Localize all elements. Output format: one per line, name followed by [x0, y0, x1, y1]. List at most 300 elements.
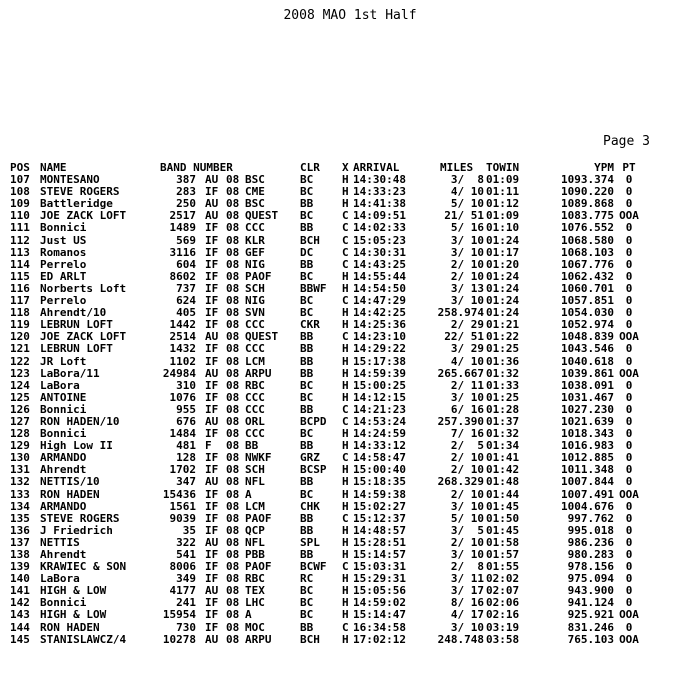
cell-name: LaBora	[40, 378, 80, 392]
cell-arrival: 15:05:56	[353, 584, 406, 598]
cell-pt: 0	[625, 185, 633, 199]
cell-country: IF	[205, 233, 219, 247]
cell-miles: 2/ 8	[444, 560, 484, 574]
cell-pos: 120	[10, 330, 30, 344]
cell-arrival: 15:18:35	[353, 475, 406, 489]
cell-miles: 3/ 8	[444, 173, 484, 187]
cell-pos: 115	[10, 269, 30, 283]
cell-club: CCC	[245, 427, 265, 441]
cell-pos: 123	[10, 366, 30, 380]
cell-x: H	[342, 306, 349, 320]
cell-country: IF	[205, 390, 219, 404]
cell-towin: 02:06	[486, 596, 520, 610]
cell-arrival: 14:41:38	[353, 197, 406, 211]
cell-pos: 110	[10, 209, 30, 223]
cell-band: 1076	[169, 390, 196, 404]
cell-x: H	[342, 487, 349, 501]
cell-country: IF	[205, 620, 219, 634]
cell-pos: 112	[10, 233, 30, 247]
cell-country: AU	[205, 535, 219, 549]
cell-year: 08	[226, 366, 240, 380]
cell-towin: 01:20	[486, 257, 520, 271]
cell-year: 08	[226, 402, 240, 416]
cell-pos: 142	[10, 596, 30, 610]
cell-clr: BB	[300, 439, 314, 453]
cell-club: RBC	[245, 572, 265, 586]
cell-band: 1432	[169, 342, 196, 356]
cell-clr: GRZ	[300, 451, 320, 465]
cell-pos: 111	[10, 221, 30, 235]
cell-clr: BCPD	[300, 414, 327, 428]
cell-name: LEBRUN LOFT	[40, 342, 113, 356]
cell-pos: 114	[10, 257, 30, 271]
cell-pos: 119	[10, 318, 30, 332]
cell-x: H	[342, 523, 349, 537]
cell-year: 08	[226, 281, 240, 295]
cell-miles: 4/ 10	[444, 354, 484, 368]
cell-band: 349	[176, 572, 196, 586]
cell-ypm: 943.900	[567, 584, 614, 598]
cell-clr: BC	[300, 390, 314, 404]
cell-club: BSC	[245, 173, 265, 187]
cell-clr: BB	[300, 197, 314, 211]
cell-miles: 3/ 29	[444, 342, 484, 356]
cell-x: H	[342, 475, 349, 489]
cell-name: ARMANDO	[40, 451, 87, 465]
cell-year: 08	[226, 233, 240, 247]
cell-x: H	[342, 584, 349, 598]
table-row	[10, 609, 690, 621]
cell-towin: 01:41	[486, 451, 520, 465]
cell-miles: 3/ 10	[444, 499, 484, 513]
cell-pos: 129	[10, 439, 30, 453]
cell-pt: 0	[625, 294, 633, 308]
cell-x: H	[342, 439, 349, 453]
cell-towin: 01:32	[486, 427, 520, 441]
cell-miles: 3/ 17	[444, 584, 484, 598]
cell-club: LCM	[245, 354, 265, 368]
cell-pt: 0	[625, 523, 633, 537]
cell-pt: 0	[625, 439, 633, 453]
cell-x: H	[342, 596, 349, 610]
cell-arrival: 14:25:36	[353, 318, 406, 332]
cell-pt: 0	[625, 535, 633, 549]
cell-name: LaBora	[40, 572, 80, 586]
cell-clr: BB	[300, 221, 314, 235]
cell-club: KLR	[245, 233, 265, 247]
cell-towin: 01:34	[486, 439, 520, 453]
cell-arrival: 15:00:40	[353, 463, 406, 477]
cell-band: 387	[176, 173, 196, 187]
cell-ypm: 1007.844	[561, 475, 614, 489]
cell-x: H	[342, 173, 349, 187]
cell-towin: 01:24	[486, 294, 520, 308]
cell-miles: 3/ 10	[444, 294, 484, 308]
cell-miles: 3/ 10	[444, 620, 484, 634]
cell-pt: 0	[625, 560, 633, 574]
cell-x: H	[342, 354, 349, 368]
cell-club: CCC	[245, 402, 265, 416]
cell-miles: 2/ 10	[444, 269, 484, 283]
cell-pt: OOA	[619, 487, 639, 501]
cell-club: QCP	[245, 523, 265, 537]
cell-ypm: 831.246	[567, 620, 614, 634]
cell-miles: 6/ 16	[444, 402, 484, 416]
cell-towin: 01:10	[486, 221, 520, 235]
cell-miles: 3/ 13	[444, 281, 484, 295]
cell-pt: 0	[625, 318, 633, 332]
cell-country: IF	[205, 572, 219, 586]
cell-arrival: 14:59:38	[353, 487, 406, 501]
cell-club: NIG	[245, 257, 265, 271]
cell-club: CCC	[245, 342, 265, 356]
cell-miles: 3/ 5	[444, 523, 484, 537]
cell-band: 15954	[162, 608, 196, 622]
cell-towin: 01:44	[486, 487, 520, 501]
cell-band: 35	[182, 523, 196, 537]
cell-miles: 4/ 10	[444, 185, 484, 199]
cell-year: 08	[226, 197, 240, 211]
header-band: BAND NUMBER	[160, 161, 233, 174]
cell-towin: 01:24	[486, 306, 520, 320]
cell-ypm: 1004.676	[561, 499, 614, 513]
cell-band: 250	[176, 197, 196, 211]
cell-club: PBB	[245, 548, 265, 561]
cell-towin: 01:36	[486, 354, 520, 368]
cell-miles: 2/ 29	[444, 318, 484, 332]
cell-year: 08	[226, 596, 240, 610]
cell-country: IF	[205, 354, 219, 368]
cell-pos: 124	[10, 378, 30, 392]
cell-x: H	[342, 366, 349, 380]
cell-towin: 01:22	[486, 330, 520, 344]
cell-clr: CKR	[300, 318, 320, 332]
cell-pos: 139	[10, 560, 30, 574]
cell-country: AU	[205, 173, 219, 187]
cell-towin: 01:09	[486, 173, 520, 187]
cell-pos: 122	[10, 354, 30, 368]
cell-arrival: 14:30:48	[353, 173, 406, 187]
cell-arrival: 14:42:25	[353, 306, 406, 320]
cell-miles: 268.329	[437, 475, 484, 489]
header-towin: TOWIN	[486, 161, 520, 174]
cell-ypm: 1054.030	[561, 306, 614, 320]
cell-year: 08	[226, 245, 240, 259]
cell-country: AU	[205, 584, 219, 598]
cell-pt: 0	[625, 499, 633, 513]
cell-miles: 2/ 10	[444, 487, 484, 501]
cell-clr: BB	[300, 402, 314, 416]
cell-miles: 4/ 17	[444, 608, 484, 622]
cell-towin: 01:21	[486, 318, 520, 332]
cell-club: PAOF	[245, 511, 272, 525]
cell-clr: BC	[300, 427, 314, 441]
cell-country: F	[205, 439, 212, 453]
cell-year: 08	[226, 608, 240, 622]
cell-x: H	[342, 197, 349, 211]
cell-pos: 131	[10, 463, 30, 477]
cell-x: H	[342, 269, 349, 283]
cell-club: ARPU	[245, 632, 272, 646]
cell-name: Romanos	[40, 245, 87, 259]
cell-ypm: 1040.618	[561, 354, 614, 368]
cell-arrival: 15:03:31	[353, 560, 406, 574]
cell-pt: 0	[625, 402, 633, 416]
cell-pos: 127	[10, 414, 30, 428]
cell-club: A	[245, 608, 252, 622]
table-row	[10, 343, 690, 355]
cell-ypm: 1027.230	[561, 402, 614, 416]
cell-year: 08	[226, 330, 240, 344]
cell-arrival: 16:34:58	[353, 620, 406, 634]
cell-miles: 22/ 51	[444, 330, 484, 344]
cell-miles: 2/ 10	[444, 451, 484, 465]
cell-clr: BB	[300, 523, 314, 537]
cell-pt: 0	[625, 257, 633, 271]
table-row	[10, 513, 690, 525]
cell-year: 08	[226, 269, 240, 283]
cell-towin: 01:37	[486, 414, 520, 428]
cell-x: C	[342, 209, 349, 223]
cell-band: 24984	[162, 366, 196, 380]
cell-towin: 01:24	[486, 269, 520, 283]
cell-clr: BC	[300, 185, 314, 199]
cell-club: SCH	[245, 281, 265, 295]
cell-clr: BB	[300, 511, 314, 525]
cell-pt: 0	[625, 511, 633, 525]
table-row	[10, 356, 690, 368]
cell-year: 08	[226, 463, 240, 477]
cell-club: ARPU	[245, 366, 272, 380]
cell-club: LCM	[245, 499, 265, 513]
cell-arrival: 14:33:23	[353, 185, 406, 199]
cell-pos: 118	[10, 306, 30, 320]
cell-name: Perrelo	[40, 257, 87, 271]
cell-ypm: 1021.639	[561, 414, 614, 428]
cell-year: 08	[226, 427, 240, 441]
cell-name: NETTIS	[40, 535, 80, 549]
cell-year: 08	[226, 354, 240, 368]
cell-pt: 0	[625, 245, 633, 259]
cell-name: HIGH & LOW	[40, 608, 107, 622]
cell-band: 283	[176, 185, 196, 199]
cell-clr: BC	[300, 306, 314, 320]
cell-towin: 01:17	[486, 245, 520, 259]
cell-clr: DC	[300, 245, 314, 259]
cell-pos: 107	[10, 173, 30, 187]
cell-pos: 134	[10, 499, 30, 513]
cell-ypm: 1012.885	[561, 451, 614, 465]
cell-clr: BC	[300, 173, 314, 187]
cell-pt: 0	[625, 548, 633, 561]
cell-country: IF	[205, 306, 219, 320]
cell-year: 08	[226, 173, 240, 187]
cell-ypm: 995.018	[567, 523, 614, 537]
cell-arrival: 14:54:50	[353, 281, 406, 295]
cell-ypm: 1068.103	[561, 245, 614, 259]
cell-year: 08	[226, 378, 240, 392]
cell-pos: 140	[10, 572, 30, 586]
cell-x: C	[342, 511, 349, 525]
cell-x: H	[342, 185, 349, 199]
cell-name: J Friedrich	[40, 523, 113, 537]
cell-club: CCC	[245, 318, 265, 332]
cell-ypm: 997.762	[567, 511, 614, 525]
cell-year: 08	[226, 439, 240, 453]
cell-country: IF	[205, 596, 219, 610]
cell-pt: 0	[625, 584, 633, 598]
cell-pt: 0	[625, 463, 633, 477]
cell-towin: 01:57	[486, 548, 520, 561]
cell-country: IF	[205, 342, 219, 356]
table-row	[10, 235, 690, 247]
cell-ypm: 1067.776	[561, 257, 614, 271]
cell-pos: 137	[10, 535, 30, 549]
cell-pt: 0	[625, 197, 633, 211]
cell-band: 15436	[162, 487, 196, 501]
cell-country: IF	[205, 402, 219, 416]
cell-year: 08	[226, 487, 240, 501]
cell-name: Perrelo	[40, 294, 87, 308]
cell-x: C	[342, 221, 349, 235]
cell-band: 10278	[162, 632, 196, 646]
cell-club: BB	[245, 439, 259, 453]
cell-clr: BCSP	[300, 463, 327, 477]
cell-ypm: 1007.491	[561, 487, 614, 501]
cell-year: 08	[226, 499, 240, 513]
cell-ypm: 1057.851	[561, 294, 614, 308]
cell-x: C	[342, 402, 349, 416]
cell-x: C	[342, 245, 349, 259]
cell-band: 955	[176, 402, 196, 416]
cell-ypm: 1043.546	[561, 342, 614, 356]
cell-pt: 0	[625, 427, 633, 441]
cell-name: LEBRUN LOFT	[40, 318, 113, 332]
cell-arrival: 15:14:57	[353, 548, 406, 561]
cell-ypm: 941.124	[567, 596, 614, 610]
cell-pos: 121	[10, 342, 30, 356]
cell-clr: BC	[300, 608, 314, 622]
cell-name: STANISLAWCZ/4	[40, 632, 127, 646]
cell-year: 08	[226, 451, 240, 465]
cell-band: 624	[176, 294, 196, 308]
cell-arrival: 14:47:29	[353, 294, 406, 308]
cell-year: 08	[226, 560, 240, 574]
cell-towin: 03:58	[486, 632, 520, 646]
cell-miles: 3/ 10	[444, 390, 484, 404]
cell-year: 08	[226, 342, 240, 356]
table-row	[10, 476, 690, 488]
cell-arrival: 15:14:47	[353, 608, 406, 622]
cell-country: IF	[205, 294, 219, 308]
cell-pt: 0	[625, 572, 633, 586]
cell-clr: BC	[300, 294, 314, 308]
cell-arrival: 14:12:15	[353, 390, 406, 404]
cell-band: 9039	[169, 511, 196, 525]
cell-country: AU	[205, 330, 219, 344]
cell-towin: 03:19	[486, 620, 520, 634]
cell-arrival: 14:30:31	[353, 245, 406, 259]
cell-band: 676	[176, 414, 196, 428]
cell-year: 08	[226, 511, 240, 525]
cell-clr: BB	[300, 354, 314, 368]
cell-country: IF	[205, 451, 219, 465]
cell-band: 2514	[169, 330, 196, 344]
cell-miles: 21/ 51	[444, 209, 484, 223]
cell-ypm: 1038.091	[561, 378, 614, 392]
cell-name: STEVE ROGERS	[40, 511, 120, 525]
cell-year: 08	[226, 535, 240, 549]
cell-pt: 0	[625, 620, 633, 634]
cell-miles: 2/ 10	[444, 463, 484, 477]
cell-clr: BC	[300, 209, 314, 223]
cell-ypm: 1052.974	[561, 318, 614, 332]
cell-pos: 128	[10, 427, 30, 441]
cell-country: IF	[205, 511, 219, 525]
cell-club: A	[245, 487, 252, 501]
cell-name: MONTESANO	[40, 173, 100, 187]
cell-country: IF	[205, 499, 219, 513]
cell-name: ED ARLT	[40, 269, 87, 283]
cell-ypm: 1060.701	[561, 281, 614, 295]
cell-club: SVN	[245, 306, 265, 320]
header-pos: POS	[10, 161, 30, 174]
cell-country: IF	[205, 378, 219, 392]
table-row	[10, 622, 690, 634]
cell-miles: 5/ 10	[444, 511, 484, 525]
cell-ypm: 1089.868	[561, 197, 614, 211]
cell-towin: 01:32	[486, 366, 520, 380]
cell-x: H	[342, 427, 349, 441]
cell-x: C	[342, 414, 349, 428]
cell-country: AU	[205, 475, 219, 489]
cell-clr: BB	[300, 620, 314, 634]
cell-x: C	[342, 560, 349, 574]
cell-clr: BB	[300, 257, 314, 271]
cell-x: H	[342, 632, 349, 646]
cell-ypm: 1076.552	[561, 221, 614, 235]
cell-ypm: 1031.467	[561, 390, 614, 404]
cell-miles: 3/ 10	[444, 245, 484, 259]
cell-band: 322	[176, 535, 196, 549]
cell-clr: BC	[300, 596, 314, 610]
cell-name: JOE ZACK LOFT	[40, 209, 127, 223]
cell-pos: 135	[10, 511, 30, 525]
cell-ypm: 1062.432	[561, 269, 614, 283]
cell-pt: OOA	[619, 366, 639, 380]
cell-band: 310	[176, 378, 196, 392]
cell-club: NFL	[245, 475, 265, 489]
cell-arrival: 17:02:12	[353, 632, 406, 646]
cell-country: IF	[205, 318, 219, 332]
cell-band: 8006	[169, 560, 196, 574]
cell-pos: 108	[10, 185, 30, 199]
cell-year: 08	[226, 294, 240, 308]
cell-country: IF	[205, 608, 219, 622]
cell-clr: BCWF	[300, 560, 327, 574]
cell-towin: 02:07	[486, 584, 520, 598]
cell-pt: OOA	[619, 330, 639, 344]
cell-club: NIG	[245, 294, 265, 308]
cell-x: H	[342, 548, 349, 561]
cell-towin: 01:25	[486, 390, 520, 404]
cell-name: Bonnici	[40, 221, 87, 235]
cell-country: IF	[205, 257, 219, 271]
cell-x: H	[342, 318, 349, 332]
cell-arrival: 14:21:23	[353, 402, 406, 416]
cell-band: 1489	[169, 221, 196, 235]
cell-band: 1442	[169, 318, 196, 332]
